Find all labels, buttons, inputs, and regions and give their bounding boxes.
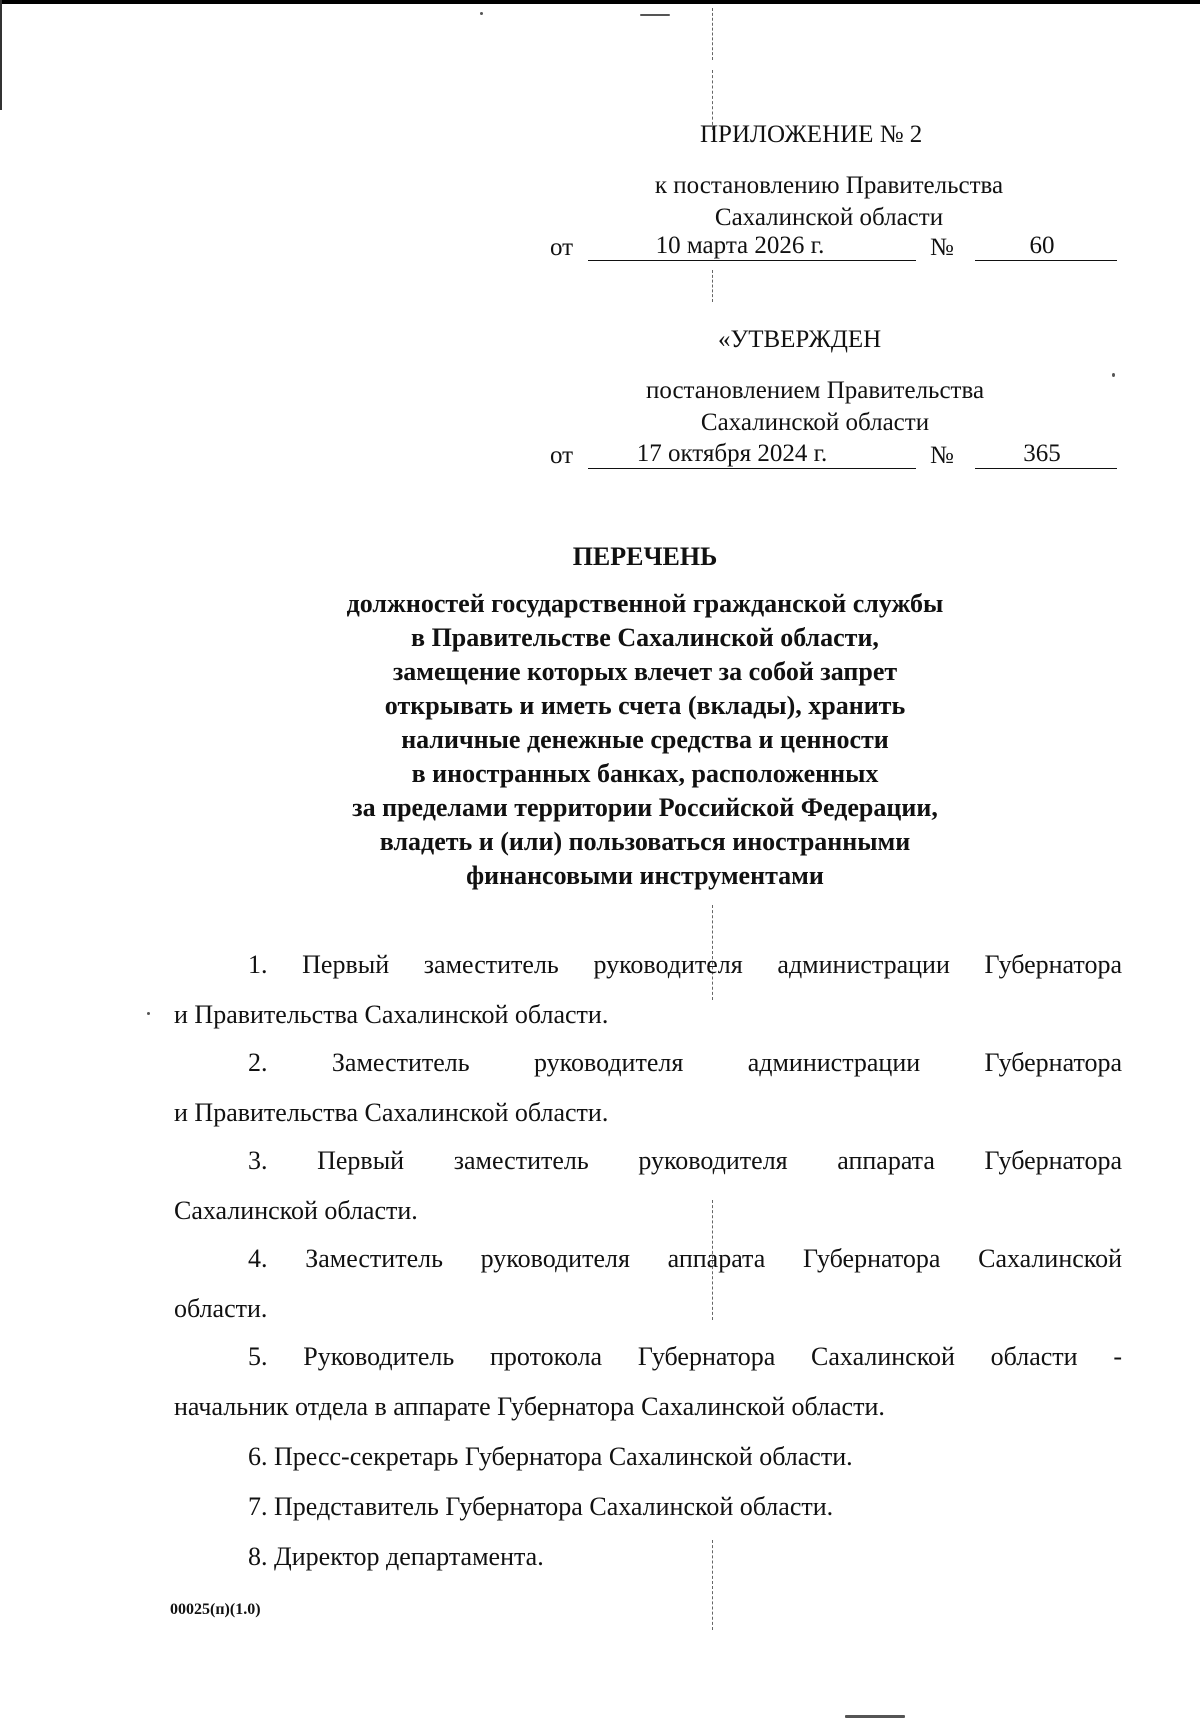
list-item-first-line: 3. Первый заместитель руководителя аппарата Губернатора xyxy=(248,1146,1122,1175)
subtitle-line: в иностранных банках, расположенных xyxy=(411,759,879,788)
list-item xyxy=(174,1136,1122,1236)
approved-title: «УТВЕРЖДЕН xyxy=(718,326,882,353)
appendix-resolution-line1: к постановлению Правительства xyxy=(654,172,1004,199)
subtitle-line: владеть и (или) пользоваться иностранными xyxy=(379,827,911,856)
list-item xyxy=(174,1432,1122,1482)
approved-line2: Сахалинской области xyxy=(700,409,930,436)
approved-date: 17 октября 2024 г. xyxy=(636,440,828,467)
list-item-text: 6. Пресс-секретарь Губернатора Сахалинской области. xyxy=(248,1442,853,1471)
approved-number: 365 xyxy=(1023,440,1061,467)
list-item-continuation: и Правительства Сахалинской области. xyxy=(174,1098,609,1127)
scan-edge-top xyxy=(0,0,1200,4)
subtitle-line: наличные денежные средства и ценности xyxy=(401,725,889,754)
list-item xyxy=(174,1234,1122,1334)
approved-date-field xyxy=(588,440,916,469)
list-item-text: 8. Директор департамента. xyxy=(248,1542,544,1571)
appendix-number-label: № xyxy=(930,234,954,261)
list-item-first-line: 1. Первый заместитель руководителя администрации Губернатора xyxy=(248,950,1122,979)
list-title: ПЕРЕЧЕНЬ xyxy=(572,542,718,571)
approved-from-label: от xyxy=(550,442,574,469)
list-item-continuation: области. xyxy=(174,1294,268,1323)
subtitle-line: в Правительстве Сахалинской области, xyxy=(411,623,879,652)
list-item xyxy=(174,1332,1122,1432)
scan-speck xyxy=(480,12,483,15)
list-item xyxy=(174,940,1122,1040)
subtitle-line: за пределами территории Российской Федерации, xyxy=(352,793,938,822)
scan-speck xyxy=(845,1715,905,1718)
fold-line xyxy=(712,8,713,60)
list-item-continuation: Сахалинской области. xyxy=(174,1196,418,1225)
list-item-continuation: начальник отдела в аппарате Губернатора Сахалинской области. xyxy=(174,1392,885,1421)
scan-speck xyxy=(640,14,670,16)
subtitle-line: финансовыми инструментами xyxy=(466,861,824,890)
approved-number-label: № xyxy=(930,442,954,469)
appendix-date: 10 марта 2026 г. xyxy=(655,232,825,259)
scan-speck xyxy=(147,1012,150,1015)
appendix-date-field xyxy=(588,232,916,261)
scan-edge-left xyxy=(0,0,2,110)
appendix-resolution-line2: Сахалинской области xyxy=(714,204,944,231)
list-item-text: 7. Представитель Губернатора Сахалинской области. xyxy=(248,1492,834,1521)
list-item xyxy=(174,1532,1122,1582)
scan-speck xyxy=(1112,373,1115,377)
list-item-first-line: 4. Заместитель руководителя аппарата Губернатора Сахалинской xyxy=(248,1244,1122,1273)
subtitle-line: должностей государственной гражданской службы xyxy=(346,589,944,618)
list-item-first-line: 2. Заместитель руководителя администрации Губернатора xyxy=(248,1048,1122,1077)
subtitle-line: открывать и иметь счета (вклады), хранить xyxy=(384,691,906,720)
list-subtitle xyxy=(250,587,1040,893)
appendix-from-label: от xyxy=(550,234,574,261)
appendix-number: 60 xyxy=(1029,232,1055,259)
approved-line1: постановлением Правительства xyxy=(645,377,985,404)
appendix-number-field xyxy=(975,232,1117,261)
appendix-title: ПРИЛОЖЕНИЕ № 2 xyxy=(700,121,923,148)
list-item xyxy=(174,1038,1122,1138)
approved-number-field xyxy=(975,440,1117,469)
subtitle-line: замещение которых влечет за собой запрет xyxy=(392,657,898,686)
fold-line xyxy=(712,270,713,302)
list-item xyxy=(174,1482,1122,1532)
form-code: 00025(п)(1.0) xyxy=(170,1601,261,1618)
list-item-continuation: и Правительства Сахалинской области. xyxy=(174,1000,609,1029)
list-item-first-line: 5. Руководитель протокола Губернатора Сахалинской области - xyxy=(248,1342,1122,1371)
